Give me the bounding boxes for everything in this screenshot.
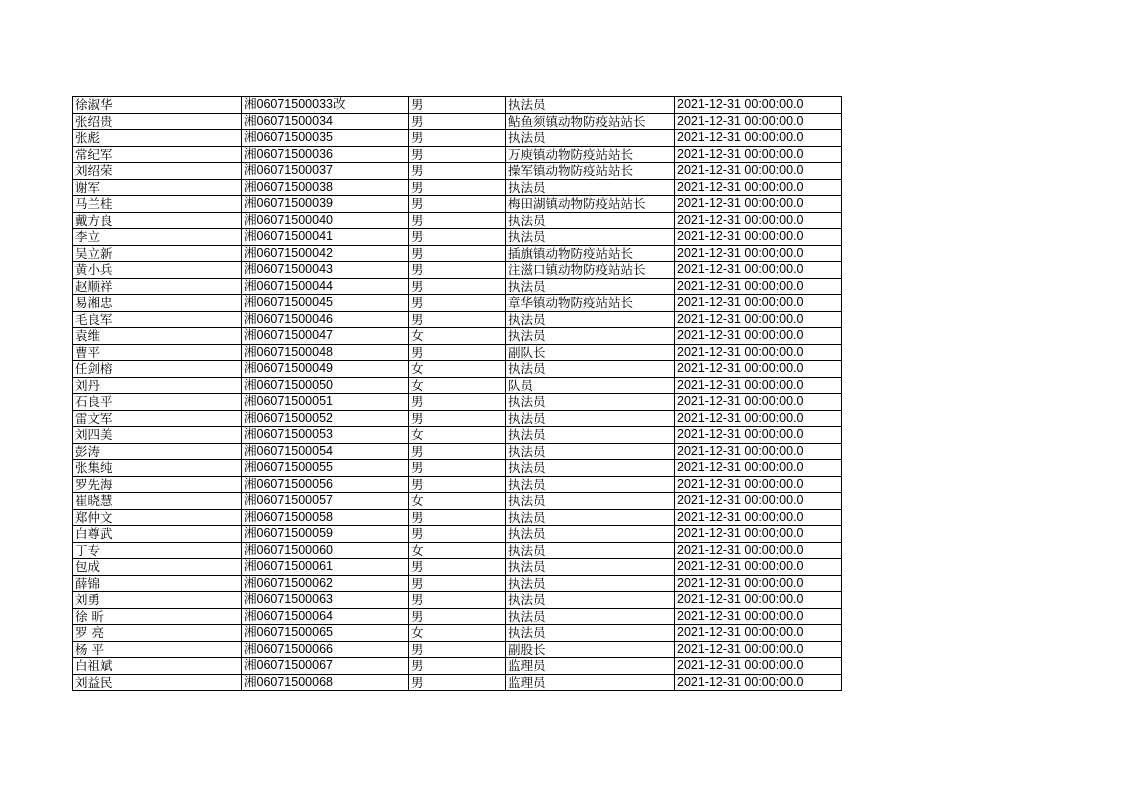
table-row — [73, 196, 842, 213]
table-row — [73, 163, 842, 180]
name-cell: 张绍贵 — [73, 113, 242, 130]
position-cell: 章华镇动物防疫站站长 — [506, 295, 675, 312]
gender-cell: 男 — [409, 212, 506, 229]
position-cell: 执法员 — [506, 542, 675, 559]
position-cell: 执法员 — [506, 130, 675, 147]
license-number-cell: 湘06071500044 — [242, 278, 409, 295]
date-cell: 2021-12-31 00:00:00.0 — [675, 509, 842, 526]
name-cell: 郑仲文 — [73, 509, 242, 526]
date-cell: 2021-12-31 00:00:00.0 — [675, 427, 842, 444]
name-cell: 易湘忠 — [73, 295, 242, 312]
name-cell: 刘丹 — [73, 377, 242, 394]
date-cell: 2021-12-31 00:00:00.0 — [675, 97, 842, 114]
table-row — [73, 658, 842, 675]
table-row — [73, 278, 842, 295]
date-cell: 2021-12-31 00:00:00.0 — [675, 229, 842, 246]
table-row — [73, 460, 842, 477]
name-cell: 杨 平 — [73, 641, 242, 658]
date-cell: 2021-12-31 00:00:00.0 — [675, 476, 842, 493]
gender-cell: 男 — [409, 229, 506, 246]
license-number-cell: 湘06071500040 — [242, 212, 409, 229]
position-cell: 操军镇动物防疫站站长 — [506, 163, 675, 180]
gender-cell: 男 — [409, 674, 506, 691]
gender-cell: 男 — [409, 344, 506, 361]
date-cell: 2021-12-31 00:00:00.0 — [675, 196, 842, 213]
table-row — [73, 245, 842, 262]
date-cell: 2021-12-31 00:00:00.0 — [675, 295, 842, 312]
position-cell: 执法员 — [506, 509, 675, 526]
table-row — [73, 608, 842, 625]
position-cell: 执法员 — [506, 526, 675, 543]
date-cell: 2021-12-31 00:00:00.0 — [675, 674, 842, 691]
date-cell: 2021-12-31 00:00:00.0 — [675, 559, 842, 576]
position-cell: 执法员 — [506, 97, 675, 114]
license-number-cell: 湘06071500062 — [242, 575, 409, 592]
table-row — [73, 641, 842, 658]
license-number-cell: 湘06071500068 — [242, 674, 409, 691]
position-cell: 执法员 — [506, 212, 675, 229]
name-cell: 袁维 — [73, 328, 242, 345]
position-cell: 监理员 — [506, 658, 675, 675]
name-cell: 刘益民 — [73, 674, 242, 691]
gender-cell: 男 — [409, 476, 506, 493]
table-row — [73, 674, 842, 691]
table-row — [73, 625, 842, 642]
gender-cell: 男 — [409, 130, 506, 147]
position-cell: 执法员 — [506, 278, 675, 295]
table-row — [73, 97, 842, 114]
license-number-cell: 湘06071500060 — [242, 542, 409, 559]
name-cell: 刘勇 — [73, 592, 242, 609]
name-cell: 雷文军 — [73, 410, 242, 427]
gender-cell: 男 — [409, 592, 506, 609]
license-number-cell: 湘06071500051 — [242, 394, 409, 411]
license-number-cell: 湘06071500042 — [242, 245, 409, 262]
position-cell: 执法员 — [506, 394, 675, 411]
license-number-cell: 湘06071500034 — [242, 113, 409, 130]
gender-cell: 女 — [409, 361, 506, 378]
name-cell: 戴方良 — [73, 212, 242, 229]
date-cell: 2021-12-31 00:00:00.0 — [675, 658, 842, 675]
table-row — [73, 575, 842, 592]
gender-cell: 男 — [409, 460, 506, 477]
name-cell: 刘绍荣 — [73, 163, 242, 180]
gender-cell: 女 — [409, 493, 506, 510]
position-cell: 执法员 — [506, 410, 675, 427]
gender-cell: 女 — [409, 625, 506, 642]
license-number-cell: 湘06071500059 — [242, 526, 409, 543]
table-row — [73, 427, 842, 444]
table-row — [73, 410, 842, 427]
date-cell: 2021-12-31 00:00:00.0 — [675, 575, 842, 592]
table-row — [73, 443, 842, 460]
name-cell: 黄小兵 — [73, 262, 242, 279]
name-cell: 罗 亮 — [73, 625, 242, 642]
position-cell: 队员 — [506, 377, 675, 394]
license-number-cell: 湘06071500058 — [242, 509, 409, 526]
position-cell: 执法员 — [506, 427, 675, 444]
position-cell: 执法员 — [506, 493, 675, 510]
gender-cell: 男 — [409, 509, 506, 526]
date-cell: 2021-12-31 00:00:00.0 — [675, 410, 842, 427]
roster-table-body — [73, 97, 842, 691]
name-cell: 罗先海 — [73, 476, 242, 493]
name-cell: 谢军 — [73, 179, 242, 196]
date-cell: 2021-12-31 00:00:00.0 — [675, 311, 842, 328]
gender-cell: 男 — [409, 641, 506, 658]
date-cell: 2021-12-31 00:00:00.0 — [675, 592, 842, 609]
position-cell: 副股长 — [506, 641, 675, 658]
date-cell: 2021-12-31 00:00:00.0 — [675, 328, 842, 345]
gender-cell: 男 — [409, 295, 506, 312]
license-number-cell: 湘06071500048 — [242, 344, 409, 361]
gender-cell: 男 — [409, 443, 506, 460]
gender-cell: 女 — [409, 427, 506, 444]
name-cell: 马兰桂 — [73, 196, 242, 213]
position-cell: 执法员 — [506, 625, 675, 642]
name-cell: 包成 — [73, 559, 242, 576]
name-cell: 毛良军 — [73, 311, 242, 328]
position-cell: 梅田湖镇动物防疫站站长 — [506, 196, 675, 213]
name-cell: 彭涛 — [73, 443, 242, 460]
license-number-cell: 湘06071500037 — [242, 163, 409, 180]
date-cell: 2021-12-31 00:00:00.0 — [675, 146, 842, 163]
gender-cell: 男 — [409, 559, 506, 576]
gender-cell: 女 — [409, 328, 506, 345]
date-cell: 2021-12-31 00:00:00.0 — [675, 493, 842, 510]
license-number-cell: 湘06071500052 — [242, 410, 409, 427]
position-cell: 执法员 — [506, 476, 675, 493]
license-number-cell: 湘06071500038 — [242, 179, 409, 196]
name-cell: 白祖斌 — [73, 658, 242, 675]
table-row — [73, 295, 842, 312]
name-cell: 赵顺祥 — [73, 278, 242, 295]
table-row — [73, 592, 842, 609]
table-row — [73, 542, 842, 559]
name-cell: 白尊武 — [73, 526, 242, 543]
date-cell: 2021-12-31 00:00:00.0 — [675, 344, 842, 361]
position-cell: 执法员 — [506, 443, 675, 460]
date-cell: 2021-12-31 00:00:00.0 — [675, 526, 842, 543]
table-row — [73, 311, 842, 328]
position-cell: 执法员 — [506, 592, 675, 609]
license-number-cell: 湘06071500067 — [242, 658, 409, 675]
date-cell: 2021-12-31 00:00:00.0 — [675, 625, 842, 642]
name-cell: 徐 昕 — [73, 608, 242, 625]
gender-cell: 男 — [409, 179, 506, 196]
position-cell: 执法员 — [506, 608, 675, 625]
gender-cell: 男 — [409, 278, 506, 295]
position-cell: 执法员 — [506, 361, 675, 378]
date-cell: 2021-12-31 00:00:00.0 — [675, 262, 842, 279]
gender-cell: 男 — [409, 526, 506, 543]
gender-cell: 男 — [409, 410, 506, 427]
license-number-cell: 湘06071500039 — [242, 196, 409, 213]
license-number-cell: 湘06071500047 — [242, 328, 409, 345]
date-cell: 2021-12-31 00:00:00.0 — [675, 245, 842, 262]
gender-cell: 男 — [409, 163, 506, 180]
position-cell: 执法员 — [506, 575, 675, 592]
gender-cell: 男 — [409, 97, 506, 114]
license-number-cell: 湘06071500055 — [242, 460, 409, 477]
table-row — [73, 328, 842, 345]
date-cell: 2021-12-31 00:00:00.0 — [675, 130, 842, 147]
name-cell: 徐淑华 — [73, 97, 242, 114]
name-cell: 崔晓慧 — [73, 493, 242, 510]
gender-cell: 男 — [409, 575, 506, 592]
table-row — [73, 377, 842, 394]
date-cell: 2021-12-31 00:00:00.0 — [675, 394, 842, 411]
date-cell: 2021-12-31 00:00:00.0 — [675, 163, 842, 180]
position-cell: 执法员 — [506, 460, 675, 477]
gender-cell: 男 — [409, 608, 506, 625]
table-row — [73, 509, 842, 526]
license-number-cell: 湘06071500041 — [242, 229, 409, 246]
gender-cell: 女 — [409, 377, 506, 394]
position-cell: 执法员 — [506, 311, 675, 328]
date-cell: 2021-12-31 00:00:00.0 — [675, 460, 842, 477]
license-number-cell: 湘06071500054 — [242, 443, 409, 460]
date-cell: 2021-12-31 00:00:00.0 — [675, 443, 842, 460]
gender-cell: 男 — [409, 394, 506, 411]
gender-cell: 男 — [409, 196, 506, 213]
license-number-cell: 湘06071500061 — [242, 559, 409, 576]
name-cell: 李立 — [73, 229, 242, 246]
license-number-cell: 湘06071500065 — [242, 625, 409, 642]
date-cell: 2021-12-31 00:00:00.0 — [675, 542, 842, 559]
date-cell: 2021-12-31 00:00:00.0 — [675, 361, 842, 378]
position-cell: 插旗镇动物防疫站站长 — [506, 245, 675, 262]
license-number-cell: 湘06071500063 — [242, 592, 409, 609]
roster-table — [72, 96, 842, 691]
table-row — [73, 493, 842, 510]
position-cell: 副队长 — [506, 344, 675, 361]
date-cell: 2021-12-31 00:00:00.0 — [675, 641, 842, 658]
table-row — [73, 361, 842, 378]
license-number-cell: 湘06071500036 — [242, 146, 409, 163]
date-cell: 2021-12-31 00:00:00.0 — [675, 113, 842, 130]
name-cell: 张彪 — [73, 130, 242, 147]
table-row — [73, 229, 842, 246]
license-number-cell: 湘06071500033改 — [242, 97, 409, 114]
date-cell: 2021-12-31 00:00:00.0 — [675, 608, 842, 625]
table-row — [73, 559, 842, 576]
position-cell: 执法员 — [506, 229, 675, 246]
name-cell: 丁专 — [73, 542, 242, 559]
table-row — [73, 179, 842, 196]
table-row — [73, 394, 842, 411]
table-row — [73, 146, 842, 163]
name-cell: 张集纯 — [73, 460, 242, 477]
license-number-cell: 湘06071500049 — [242, 361, 409, 378]
gender-cell: 男 — [409, 113, 506, 130]
license-number-cell: 湘06071500045 — [242, 295, 409, 312]
license-number-cell: 湘06071500050 — [242, 377, 409, 394]
license-number-cell: 湘06071500035 — [242, 130, 409, 147]
table-row — [73, 344, 842, 361]
license-number-cell: 湘06071500053 — [242, 427, 409, 444]
name-cell: 吴立新 — [73, 245, 242, 262]
license-number-cell: 湘06071500046 — [242, 311, 409, 328]
name-cell: 薛锦 — [73, 575, 242, 592]
name-cell: 任剑榕 — [73, 361, 242, 378]
position-cell: 监理员 — [506, 674, 675, 691]
name-cell: 曹平 — [73, 344, 242, 361]
gender-cell: 男 — [409, 658, 506, 675]
table-row — [73, 476, 842, 493]
table-row — [73, 212, 842, 229]
table-row — [73, 526, 842, 543]
gender-cell: 男 — [409, 146, 506, 163]
date-cell: 2021-12-31 00:00:00.0 — [675, 278, 842, 295]
position-cell: 注滋口镇动物防疫站站长 — [506, 262, 675, 279]
gender-cell: 男 — [409, 245, 506, 262]
gender-cell: 男 — [409, 311, 506, 328]
license-number-cell: 湘06071500066 — [242, 641, 409, 658]
license-number-cell: 湘06071500043 — [242, 262, 409, 279]
gender-cell: 女 — [409, 542, 506, 559]
position-cell: 执法员 — [506, 328, 675, 345]
position-cell: 鲇鱼须镇动物防疫站站长 — [506, 113, 675, 130]
name-cell: 常纪军 — [73, 146, 242, 163]
date-cell: 2021-12-31 00:00:00.0 — [675, 377, 842, 394]
table-row — [73, 262, 842, 279]
name-cell: 石良平 — [73, 394, 242, 411]
gender-cell: 男 — [409, 262, 506, 279]
date-cell: 2021-12-31 00:00:00.0 — [675, 212, 842, 229]
name-cell: 刘四美 — [73, 427, 242, 444]
license-number-cell: 湘06071500057 — [242, 493, 409, 510]
table-row — [73, 130, 842, 147]
position-cell: 执法员 — [506, 559, 675, 576]
table-row — [73, 113, 842, 130]
position-cell: 执法员 — [506, 179, 675, 196]
license-number-cell: 湘06071500056 — [242, 476, 409, 493]
date-cell: 2021-12-31 00:00:00.0 — [675, 179, 842, 196]
position-cell: 万庾镇动物防疫站站长 — [506, 146, 675, 163]
license-number-cell: 湘06071500064 — [242, 608, 409, 625]
